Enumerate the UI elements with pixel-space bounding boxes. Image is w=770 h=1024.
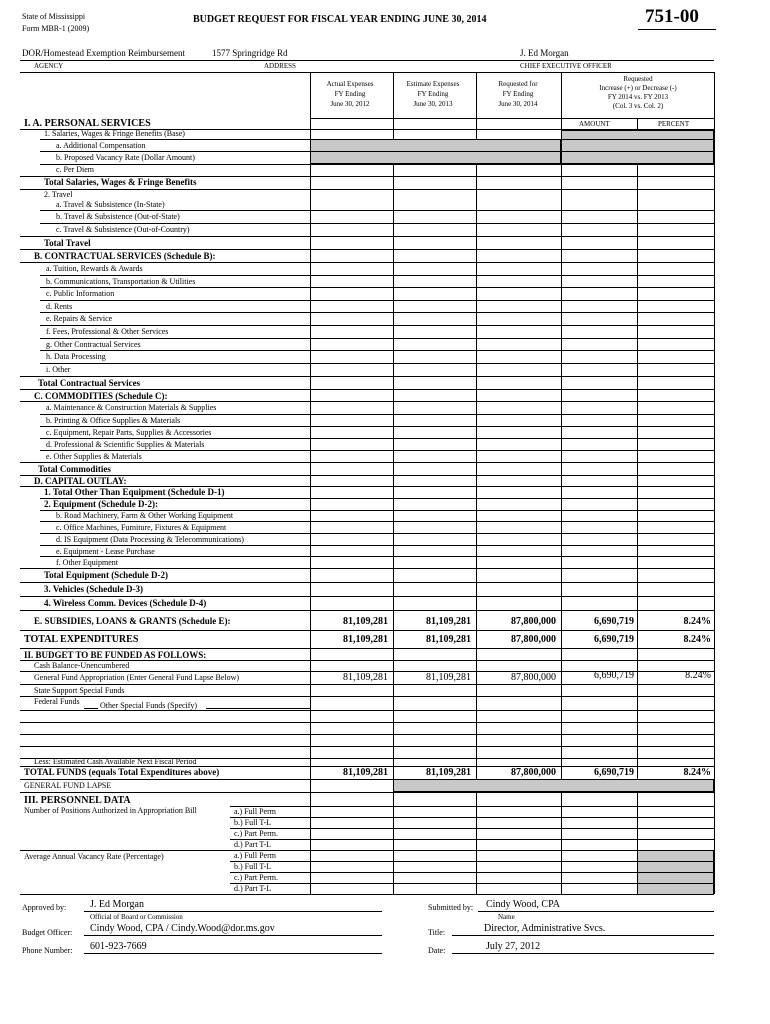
row-label: a. Maintenance & Construction Materials & Supplies xyxy=(46,403,217,412)
phone-value: 601-923-7669 xyxy=(90,941,147,952)
row-label: e. Other Supplies & Materials xyxy=(46,452,142,461)
section-subsidies: E. SUBSIDIES, LOANS & GRANTS (Schedule E): xyxy=(34,616,231,626)
value-cell: 6,690,719 xyxy=(594,616,634,627)
section-budget-funded: II. BUDGET TO BE FUNDED AS FOLLOWS: xyxy=(24,650,207,660)
row-label: a.) Full Perm xyxy=(234,807,276,816)
value-cell: 81,109,281 xyxy=(426,616,471,627)
value-cell: 8.24% xyxy=(683,634,711,645)
agency-name: DOR/Homestead Exemption Reimbursement xyxy=(22,48,185,58)
col2-header: Estimate Expenses FY Ending June 30, 2013 xyxy=(406,80,460,108)
row-label: d. IS Equipment (Data Processing & Telecommunications) xyxy=(56,535,244,544)
official-label: Official of Board or Commission xyxy=(90,913,183,921)
row-label: c. Office Machines, Furniture, Fixtures & Equipment xyxy=(56,523,227,532)
row-label: a. Tuition, Rewards & Awards xyxy=(46,264,143,273)
section-commodities: C. COMMODITIES (Schedule C): xyxy=(34,391,168,401)
value-cell: 6,690,719 xyxy=(594,670,634,681)
row-label: a. Additional Compensation xyxy=(56,141,146,150)
section-capital: D. CAPITAL OUTLAY: xyxy=(34,476,127,486)
row-label: c.) Part Perm. xyxy=(234,829,278,838)
agency-label: AGENCY xyxy=(34,62,64,70)
row-label: c. Public Information xyxy=(46,289,115,298)
name-label: Name xyxy=(498,913,515,921)
date-value: July 27, 2012 xyxy=(486,941,541,952)
row-label: c. Equipment, Repair Parts, Supplies & Accessories xyxy=(46,428,212,437)
value-cell: 81,109,281 xyxy=(426,767,471,778)
shaded-block xyxy=(393,779,714,792)
value-cell: 8.24% xyxy=(683,767,711,778)
row-label: b. Printing & Office Supplies & Materials xyxy=(46,416,181,425)
row-label: h. Data Processing xyxy=(46,352,106,361)
row-label: Other Special Funds (Specify) xyxy=(100,701,198,710)
title-label: Title: xyxy=(428,928,446,937)
form-label: Form MBR-1 (2009) xyxy=(22,24,90,33)
row-label: b. Road Machinery, Farm & Other Working Equipment xyxy=(56,511,234,520)
value-cell: 6,690,719 xyxy=(594,767,634,778)
value-cell: 8.24% xyxy=(683,616,711,627)
section-personnel: III. PERSONNEL DATA xyxy=(24,795,131,806)
row-label: General Fund Appropriation (Enter General Fund Lapse Below) xyxy=(34,673,240,682)
phone-label: Phone Number: xyxy=(22,946,73,955)
row-label: g. Other Contractual Services xyxy=(46,340,141,349)
percent-header: PERCENT xyxy=(658,120,690,128)
ceo-name: J. Ed Morgan xyxy=(520,48,569,58)
value-cell: 87,800,000 xyxy=(511,672,556,683)
row-label: Federal Funds xyxy=(34,697,80,706)
row-label: a.) Full Perm xyxy=(234,851,276,860)
value-cell: 81,109,281 xyxy=(343,616,388,627)
row-label: Number of Positions Authorized in Appropriation Bill xyxy=(24,806,197,815)
row-label: f. Fees, Professional & Other Services xyxy=(46,327,169,336)
row-total: Total Contractual Services xyxy=(38,378,141,388)
row-label: b.) Full T-L xyxy=(234,862,272,871)
row-total: Total Salaries, Wages & Fringe Benefits xyxy=(44,177,197,187)
row-total: Total Equipment (Schedule D-2) xyxy=(44,570,168,580)
row-label: c. Travel & Subsistence (Out-of-Country) xyxy=(56,225,190,234)
row-label: GENERAL FUND LAPSE xyxy=(24,781,112,790)
row-total-expenditures: TOTAL EXPENDITURES xyxy=(24,634,139,645)
row-label: 2. Equipment (Schedule D-2): xyxy=(44,499,159,509)
row-label: Average Annual Vacancy Rate (Percentage) xyxy=(24,852,164,861)
row-label: d.) Part T-L xyxy=(234,840,272,849)
agency-address: 1577 Springridge Rd xyxy=(212,48,288,58)
value-cell: 87,800,000 xyxy=(511,616,556,627)
approved-label: Approved by: xyxy=(22,903,67,912)
value-cell: 81,109,281 xyxy=(343,634,388,645)
date-label: Date: xyxy=(428,946,446,955)
value-cell: 81,109,281 xyxy=(343,672,388,683)
page-title: BUDGET REQUEST FOR FISCAL YEAR ENDING JUNE 30, 2014 xyxy=(193,14,487,25)
row-label: f. Other Equipment xyxy=(56,558,118,567)
row-total: Total Commodities xyxy=(38,464,111,474)
row-label: e. Repairs & Service xyxy=(46,314,113,323)
address-label: ADDRESS xyxy=(264,62,296,70)
value-cell: 8.24% xyxy=(685,670,711,681)
row-label: d. Professional & Scientific Supplies & Materials xyxy=(46,440,205,449)
value-cell: 81,109,281 xyxy=(426,672,471,683)
state-label: State of Mississippi xyxy=(22,12,86,21)
section-contractual: B. CONTRACTUAL SERVICES (Schedule B): xyxy=(34,251,216,261)
row-label: b. Proposed Vacancy Rate (Dollar Amount) xyxy=(56,153,195,162)
row-label: d.) Part T-L xyxy=(234,884,272,893)
form-code: 751-00 xyxy=(645,6,699,27)
shaded-block xyxy=(561,130,714,164)
row-label: b. Travel & Subsistence (Out-of-State) xyxy=(56,212,180,221)
row-label: c. Per Diem xyxy=(56,165,94,174)
value-cell: 81,109,281 xyxy=(343,767,388,778)
section-personal: I. A. PERSONAL SERVICES xyxy=(24,118,151,129)
ceo-label: CHIEF EXECUTIVE OFFICER xyxy=(520,62,612,70)
row-label: State Support Special Funds xyxy=(34,686,125,695)
row-label: Less: Estimated Cash Available Next Fiscal Period xyxy=(34,757,197,766)
row-label: d. Rents xyxy=(46,302,73,311)
col3-header: Requested for FY Ending June 30, 2014 xyxy=(498,80,538,108)
value-cell: 87,800,000 xyxy=(511,767,556,778)
col1-header: Actual Expenses FY Ending June 30, 2012 xyxy=(326,80,374,108)
value-cell: 81,109,281 xyxy=(426,634,471,645)
approved-name: J. Ed Morgan xyxy=(90,899,144,910)
value-cell: 87,800,000 xyxy=(511,634,556,645)
col4-header: Requested Increase (+) or Decrease (-) FY 2014 vs. FY 2013 (Col. 3 vs. Col. 2) xyxy=(599,75,677,110)
row-label: 1. Salaries, Wages & Fringe Benefits (Base) xyxy=(44,129,185,138)
row-label: a. Travel & Subsistence (In-State) xyxy=(56,200,165,209)
row-label: i. Other xyxy=(46,365,71,374)
row-label: c.) Part Perm. xyxy=(234,873,278,882)
value-cell: 6,690,719 xyxy=(594,634,634,645)
row-label: e. Equipment - Lease Purchase xyxy=(56,547,155,556)
row-label: Cash Balance-Unencumbered xyxy=(34,661,130,670)
row-total-funds: TOTAL FUNDS (equals Total Expenditures above) xyxy=(24,767,220,777)
row-label: 1. Total Other Than Equipment (Schedule D-1) xyxy=(44,487,225,497)
amount-header: AMOUNT xyxy=(579,120,610,128)
budget-officer-value: Cindy Wood, CPA / Cindy.Wood@dor.ms.gov xyxy=(90,923,275,934)
row-label: 3. Vehicles (Schedule D-3) xyxy=(44,584,143,594)
budget-officer-label: Budget Officer: xyxy=(22,928,73,937)
row-label: b. Communications, Transportation & Utilities xyxy=(46,277,196,286)
row-label: 2. Travel xyxy=(44,190,73,199)
row-label: b.) Full T-L xyxy=(234,818,272,827)
submitted-name: Cindy Wood, CPA xyxy=(486,899,560,910)
row-label: 4. Wireless Comm. Devices (Schedule D-4) xyxy=(44,598,207,608)
title-value: Director, Administrative Svcs. xyxy=(484,923,606,934)
row-total: Total Travel xyxy=(44,238,91,248)
submitted-label: Submitted by: xyxy=(428,903,474,912)
